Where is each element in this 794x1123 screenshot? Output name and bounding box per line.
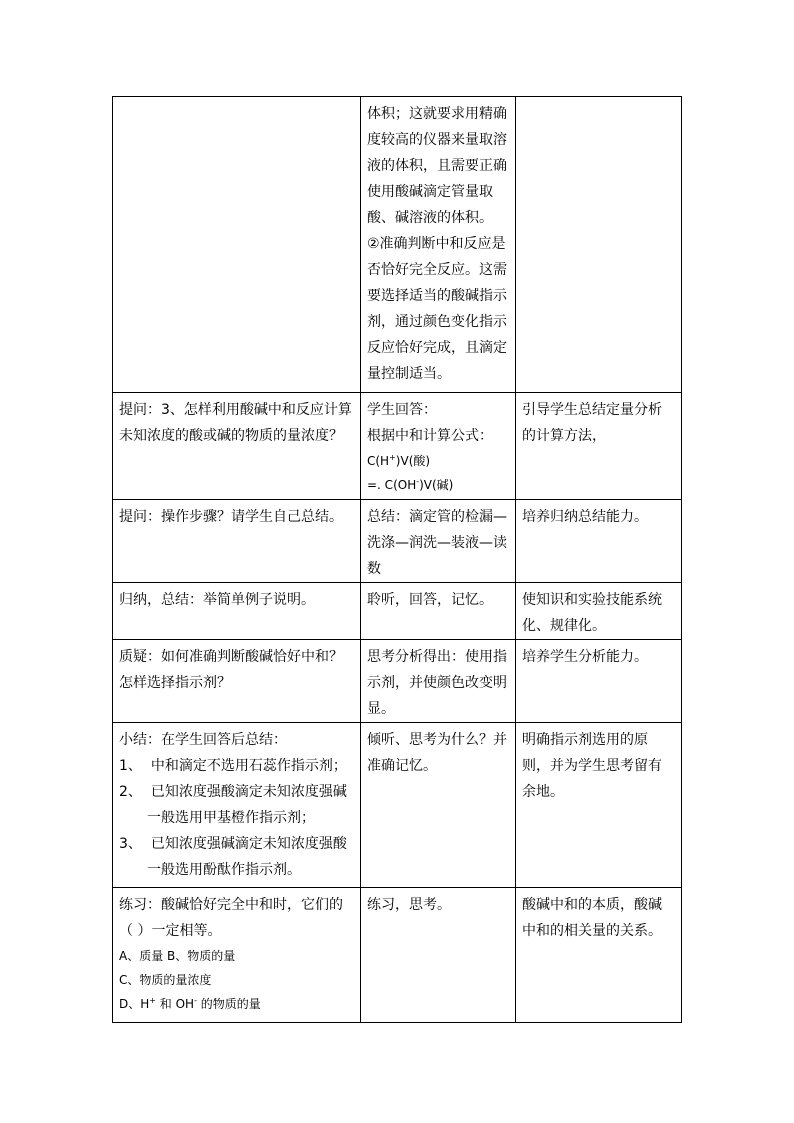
formula-line-2 — [367, 473, 509, 497]
teacher-activity-cell — [113, 640, 361, 723]
formula-text: )V(酸) — [395, 454, 431, 468]
list-number: 3、 — [119, 836, 142, 852]
table-row — [113, 97, 682, 393]
student-activity-cell — [361, 640, 516, 723]
teacher-activity-cell — [113, 97, 361, 393]
lesson-plan-table — [112, 96, 682, 1023]
student-activity-cell — [361, 583, 516, 640]
cell-paragraph: 酸碱中和的本质，酸碱中和的相关量的关系。 — [522, 897, 662, 939]
cell-paragraph: 体积；这就要求用精确度较高的仪器来量取溶液的体积，且需要正确使用酸碱滴定管量取酸、碱溶液的体积。 — [367, 106, 507, 226]
cell-paragraph: 培养归纳总结能力。 — [522, 509, 648, 525]
table-row — [113, 723, 682, 888]
superscript: - — [416, 477, 420, 486]
table-row — [113, 583, 682, 640]
teacher-activity-cell — [113, 723, 361, 888]
cell-paragraph: 质疑：如何准确判断酸碱恰好中和？怎样选择指示剂？ — [119, 649, 343, 691]
superscript: + — [389, 453, 396, 462]
cell-paragraph: 提问：操作步骤？请学生自己总结。 — [119, 509, 343, 525]
superscript: - — [194, 996, 197, 1005]
cell-paragraph: 小结：在学生回答后总结： — [119, 732, 287, 748]
option-text: D、H — [119, 997, 150, 1011]
list-text: 中和滴定不选用石蕊作指示剂； — [150, 758, 347, 774]
list-text: 已知浓度强碱滴定未知浓度强酸 — [150, 836, 347, 852]
teacher-activity-cell — [113, 583, 361, 640]
cell-paragraph: ②准确判断中和反应是否恰好完全反应。这需要选择适当的酸碱指示剂，通过颜色变化指示反应恰好完成，且滴定量控制适当。 — [367, 236, 507, 382]
design-intent-cell — [516, 97, 682, 393]
student-activity-cell — [361, 723, 516, 888]
option-text: 的物质的量 — [196, 997, 261, 1011]
cell-paragraph: 明确指示剂选用的原则，并为学生思考留有余地。 — [522, 732, 662, 800]
option-line: A、质量 B、物质的量 — [119, 949, 236, 963]
formula-text: =. C(OH — [367, 478, 417, 492]
student-activity-cell — [361, 97, 516, 393]
formula-line-1 — [367, 449, 509, 473]
teacher-activity-cell — [113, 888, 361, 1023]
cell-paragraph: 练习：酸碱恰好完全中和时，它们的（ ）一定相等。 — [119, 897, 343, 939]
table-row — [113, 640, 682, 723]
cell-paragraph: 学生回答： — [367, 402, 437, 418]
table-row — [113, 888, 682, 1023]
cell-paragraph: 提问：3、怎样利用酸碱中和反应计算未知浓度的酸或碱的物质的量浓度？ — [119, 402, 352, 444]
student-activity-cell — [361, 500, 516, 583]
design-intent-cell — [516, 723, 682, 888]
teacher-activity-cell — [113, 500, 361, 583]
table-row — [113, 500, 682, 583]
cell-paragraph: 根据中和计算公式： — [367, 428, 493, 444]
cell-paragraph: 倾听、思考为什么？并准确记忆。 — [367, 732, 507, 774]
list-number: 2、 — [119, 784, 142, 800]
cell-paragraph: 引导学生总结定量分析的计算方法， — [522, 402, 662, 444]
design-intent-cell — [516, 640, 682, 723]
student-activity-cell — [361, 888, 516, 1023]
design-intent-cell — [516, 393, 682, 500]
design-intent-cell — [516, 500, 682, 583]
option-line: C、物质的量浓度 — [119, 973, 212, 987]
table-row — [113, 393, 682, 500]
cell-paragraph: 总结：滴定管的检漏—洗涤—润洗—装液—读数 — [367, 509, 507, 577]
superscript: + — [149, 996, 156, 1005]
list-text: 已知浓度强酸滴定未知浓度强碱 — [150, 784, 347, 800]
teacher-activity-cell — [113, 393, 361, 500]
list-number: 1、 — [119, 758, 142, 774]
list-item — [119, 831, 354, 857]
cell-paragraph: 思考分析得出：使用指示剂，并使颜色改变明显。 — [367, 649, 507, 717]
cell-paragraph: 归纳，总结：举简单例子说明。 — [119, 592, 315, 608]
cell-paragraph: 培养学生分析能力。 — [522, 649, 648, 665]
option-line — [119, 992, 354, 1016]
student-activity-cell — [361, 393, 516, 500]
list-item — [119, 753, 354, 779]
cell-paragraph: 聆听，回答，记忆。 — [367, 592, 493, 608]
option-text: 和 OH — [155, 997, 195, 1011]
design-intent-cell — [516, 888, 682, 1023]
design-intent-cell — [516, 583, 682, 640]
list-item-continuation: 一般选用甲基橙作指示剂； — [147, 810, 315, 826]
cell-paragraph: 练习，思考。 — [367, 897, 451, 913]
cell-paragraph: 使知识和实验技能系统化、规律化。 — [522, 592, 662, 634]
formula-text: C(H — [367, 454, 390, 468]
list-item-continuation: 一般选用酚酞作指示剂。 — [147, 862, 301, 878]
list-item — [119, 779, 354, 805]
formula-text: )V(碱) — [419, 478, 454, 492]
